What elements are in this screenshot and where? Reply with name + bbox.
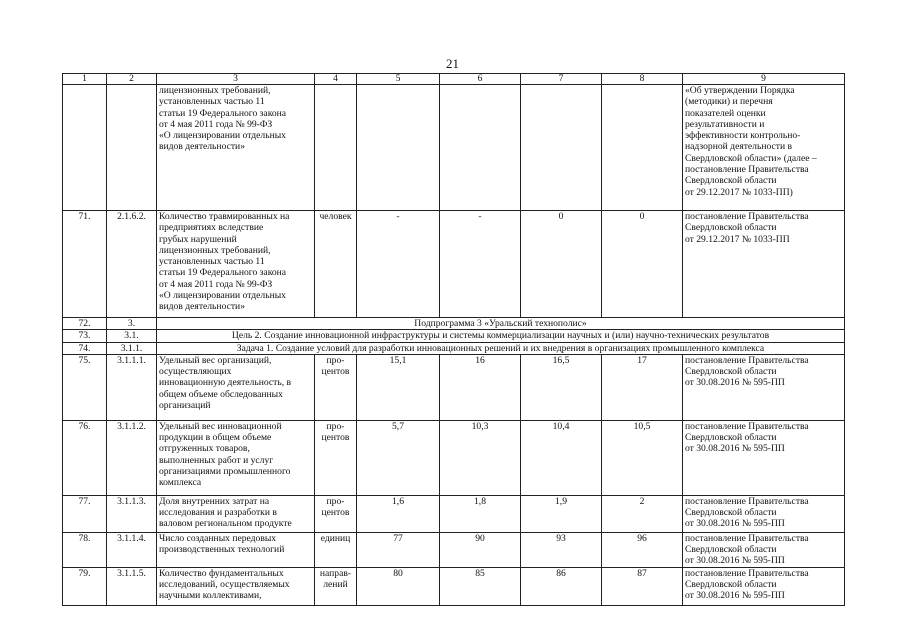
- table-row: [63, 420, 845, 495]
- unit: направ- лений: [315, 567, 357, 605]
- table-row: [63, 567, 845, 605]
- row-code: 3.1.: [107, 330, 157, 342]
- value-col6: 90: [440, 532, 521, 567]
- cell-empty: [63, 85, 107, 211]
- row-number: 75.: [63, 354, 107, 420]
- column-header: 8: [602, 74, 683, 85]
- cell-empty: [357, 85, 440, 211]
- value-col8: 0: [602, 211, 683, 318]
- page-number: 21: [446, 56, 459, 71]
- column-header: 6: [440, 74, 521, 85]
- value-col5: -: [357, 211, 440, 318]
- section-title: Подпрограмма 3 «Уральский технополис»: [157, 318, 845, 330]
- value-col8: 87: [602, 567, 683, 605]
- value-col6: 1,8: [440, 495, 521, 532]
- value-col6: 85: [440, 567, 521, 605]
- indicator-name: Удельный вес инновационной продукции в общем объеме отгруженных товаров, выполненных работ и услуг организациями промышленного комплекса: [157, 420, 315, 495]
- value-col8: 10,5: [602, 420, 683, 495]
- value-col7: 0: [521, 211, 602, 318]
- value-col7: 16,5: [521, 354, 602, 420]
- value-col7: 1,9: [521, 495, 602, 532]
- unit: человек: [315, 211, 357, 318]
- unit: про- центов: [315, 354, 357, 420]
- cell-empty: [521, 85, 602, 211]
- row-code: 3.: [107, 318, 157, 330]
- table-row: [63, 495, 845, 532]
- value-col7: 93: [521, 532, 602, 567]
- table-row-continuation: [63, 85, 845, 211]
- cell-empty: [602, 85, 683, 211]
- value-col8: 96: [602, 532, 683, 567]
- source-document: постановление Правительства Свердловской области от 30.08.2016 № 595-ПП: [683, 495, 845, 532]
- row-code: 2.1.6.2.: [107, 211, 157, 318]
- source-document: постановление Правительства Свердловской области от 30.08.2016 № 595-ПП: [683, 420, 845, 495]
- value-col7: 86: [521, 567, 602, 605]
- section-title: Задача 1. Создание условий для разработки инновационных решений и их внедрения в организациях промышленного комплекса: [157, 342, 845, 354]
- value-col8: 2: [602, 495, 683, 532]
- row-code: 3.1.1.3.: [107, 495, 157, 532]
- row-code: 3.1.1.2.: [107, 420, 157, 495]
- row-code: 3.1.1.1.: [107, 354, 157, 420]
- column-header: 7: [521, 74, 602, 85]
- section-row: [63, 342, 845, 354]
- source-document: постановление Правительства Свердловской области от 29.12.2017 № 1033-ПП: [683, 211, 845, 318]
- indicators-table: [62, 73, 845, 606]
- source-document: «Об утверждении Порядка (методики) и перечня показателей оценки результативности и эффективности контрольно- надзорной деятельности в Свердловской области» (далее – постановление Правительства Свердловской области от 29.12.2017 № 1033-ПП): [683, 85, 845, 211]
- value-col5: 80: [357, 567, 440, 605]
- row-code: 3.1.1.5.: [107, 567, 157, 605]
- row-number: 76.: [63, 420, 107, 495]
- column-header: 9: [683, 74, 845, 85]
- value-col6: 16: [440, 354, 521, 420]
- row-number: 71.: [63, 211, 107, 318]
- source-document: постановление Правительства Свердловской области от 30.08.2016 № 595-ПП: [683, 354, 845, 420]
- indicator-name: Количество травмированных на предприятиях вследствие грубых нарушений лицензионных требований, установленных частью 11 статьи 19 Федерального закона от 4 мая 2011 года № 99-ФЗ «О лицензировании отдельных видов деятельности»: [157, 211, 315, 318]
- section-row: [63, 330, 845, 342]
- value-col5: 77: [357, 532, 440, 567]
- row-number: 77.: [63, 495, 107, 532]
- value-col6: -: [440, 211, 521, 318]
- value-col6: 10,3: [440, 420, 521, 495]
- cell-empty: [440, 85, 521, 211]
- indicator-name: Удельный вес организаций, осуществляющих инновационную деятельность, в общем объеме обследованных организаций: [157, 354, 315, 420]
- table-row: [63, 211, 845, 318]
- row-number: 72.: [63, 318, 107, 330]
- column-header-row: [63, 74, 845, 85]
- value-col5: 15,1: [357, 354, 440, 420]
- row-number: 73.: [63, 330, 107, 342]
- table-row: [63, 532, 845, 567]
- value-col5: 1,6: [357, 495, 440, 532]
- column-header: 1: [63, 74, 107, 85]
- section-title: Цель 2. Создание инновационной инфраструктуры и системы коммерциализации научных и (или) научно-технических результатов: [157, 330, 845, 342]
- table-row: [63, 354, 845, 420]
- row-number: 79.: [63, 567, 107, 605]
- column-header: 5: [357, 74, 440, 85]
- value-col5: 5,7: [357, 420, 440, 495]
- indicator-name: Доля внутренних затрат на исследования и разработки в валовом региональном продукте: [157, 495, 315, 532]
- unit: про- центов: [315, 495, 357, 532]
- row-number: 78.: [63, 532, 107, 567]
- cell-empty: [315, 85, 357, 211]
- unit: единиц: [315, 532, 357, 567]
- row-code: 3.1.1.: [107, 342, 157, 354]
- source-document: постановление Правительства Свердловской области от 30.08.2016 № 595-ПП: [683, 567, 845, 605]
- indicator-name: Количество фундаментальных исследований, осуществляемых научными коллективами,: [157, 567, 315, 605]
- column-header: 3: [157, 74, 315, 85]
- value-col7: 10,4: [521, 420, 602, 495]
- indicator-name: лицензионных требований, установленных частью 11 статьи 19 Федерального закона от 4 мая 2011 года № 99-ФЗ «О лицензировании отдельных видов деятельности»: [157, 85, 315, 211]
- cell-empty: [107, 85, 157, 211]
- unit: про- центов: [315, 420, 357, 495]
- source-document: постановление Правительства Свердловской области от 30.08.2016 № 595-ПП: [683, 532, 845, 567]
- indicator-name: Число созданных передовых производственных технологий: [157, 532, 315, 567]
- row-number: 74.: [63, 342, 107, 354]
- column-header: 2: [107, 74, 157, 85]
- section-row: [63, 318, 845, 330]
- row-code: 3.1.1.4.: [107, 532, 157, 567]
- value-col8: 17: [602, 354, 683, 420]
- column-header: 4: [315, 74, 357, 85]
